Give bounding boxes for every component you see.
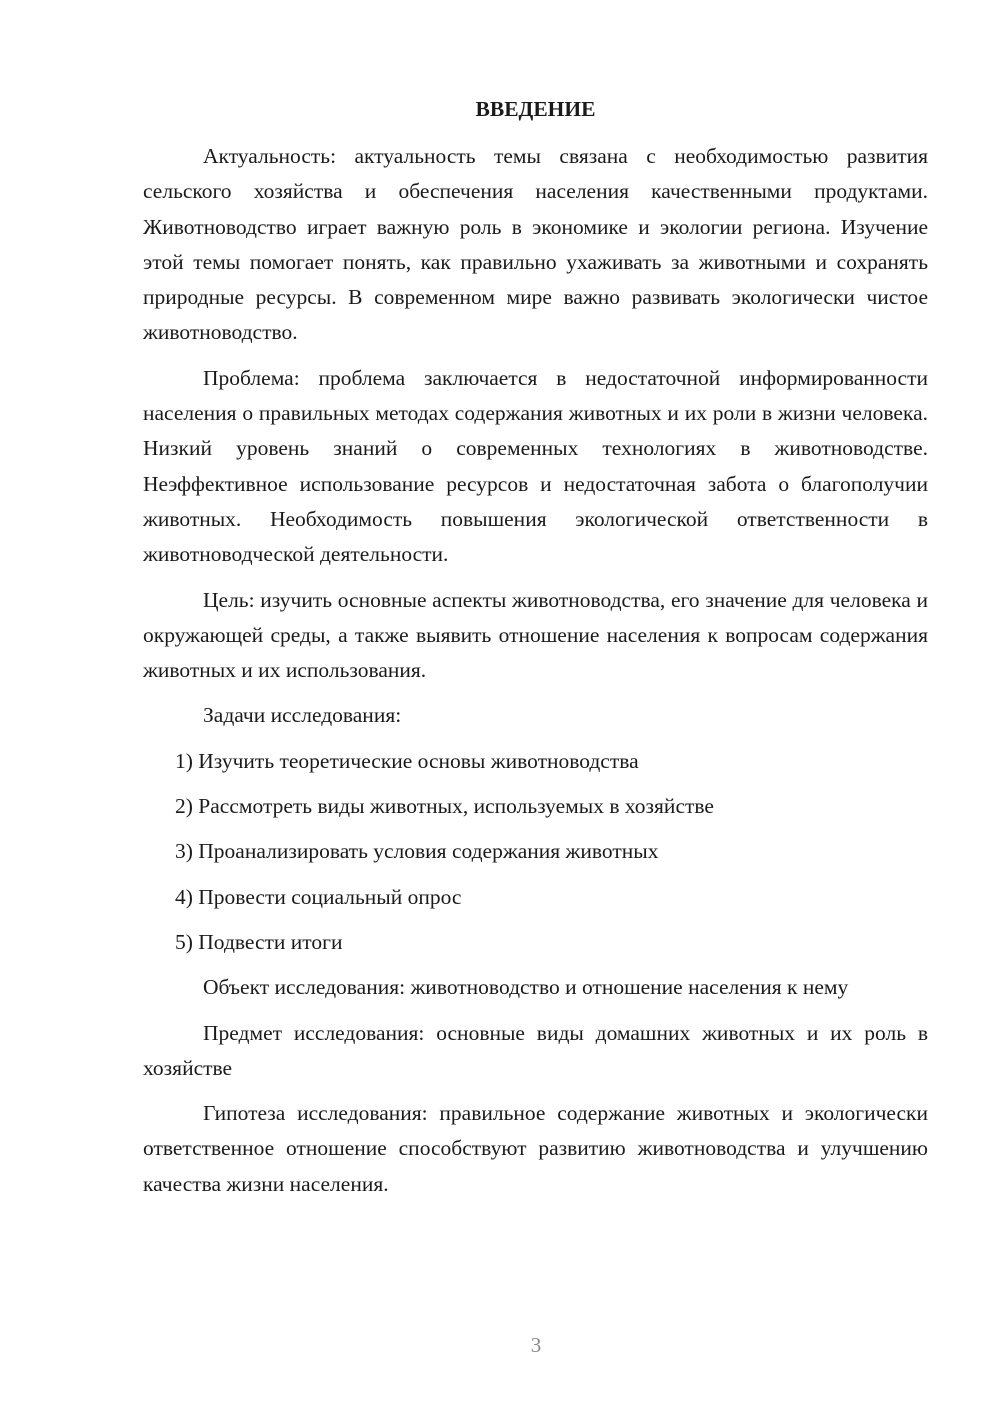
task-item: 4) Провести социальный опрос: [175, 884, 462, 909]
relevance-paragraph: Актуальность: актуальность темы связана с необходимостью развития сельского хозяйства и обеспечения населения качественными продуктами. Животноводство играет важную роль в экономике и экологии региона. Изучение этой темы помогает понять, как правильно ухаживать за животными и сохранять природные ресурсы. В современном мире важно развивать экологически чистое животноводство.: [143, 144, 928, 345]
task-item: 5) Подвести итоги: [175, 929, 343, 954]
page-title: ВВЕДЕНИЕ: [475, 97, 596, 121]
object-paragraph: Объект исследования: животноводство и отношение населения к нему: [203, 975, 849, 1000]
subject-paragraph: Предмет исследования: основные виды домашних животных и их роль в хозяйстве: [143, 1020, 928, 1080]
task-item: 3) Проанализировать условия содержания животных: [175, 839, 659, 864]
tasks-heading: Задачи исследования:: [203, 703, 402, 728]
page-number: 3: [530, 1333, 542, 1357]
task-item: 2) Рассмотреть виды животных, используемых в хозяйстве: [175, 794, 714, 819]
task-item: 1) Изучить теоретические основы животноводства: [175, 748, 639, 773]
document-page: [143, 92, 928, 1202]
goal-paragraph: Цель: изучить основные аспекты животноводства, его значение для человека и окружающей среды, а также выявить отношение населения к вопросам содержания животных и их использования.: [143, 587, 928, 683]
problem-paragraph: Проблема: проблема заключается в недостаточной информированности населения о правильных методах содержания животных и их роли в жизни человека. Низкий уровень знаний о современных технологиях в животноводстве. Неэффективное использование ресурсов и недостаточная забота о благополучии животных. Необходимость повышения экологической ответственности в животноводческой деятельности.: [143, 365, 928, 567]
hypothesis-paragraph: Гипотеза исследования: правильное содержание животных и экологически ответственное отношение способствуют развитию животноводства и улучшению качества жизни населения.: [143, 1101, 928, 1196]
